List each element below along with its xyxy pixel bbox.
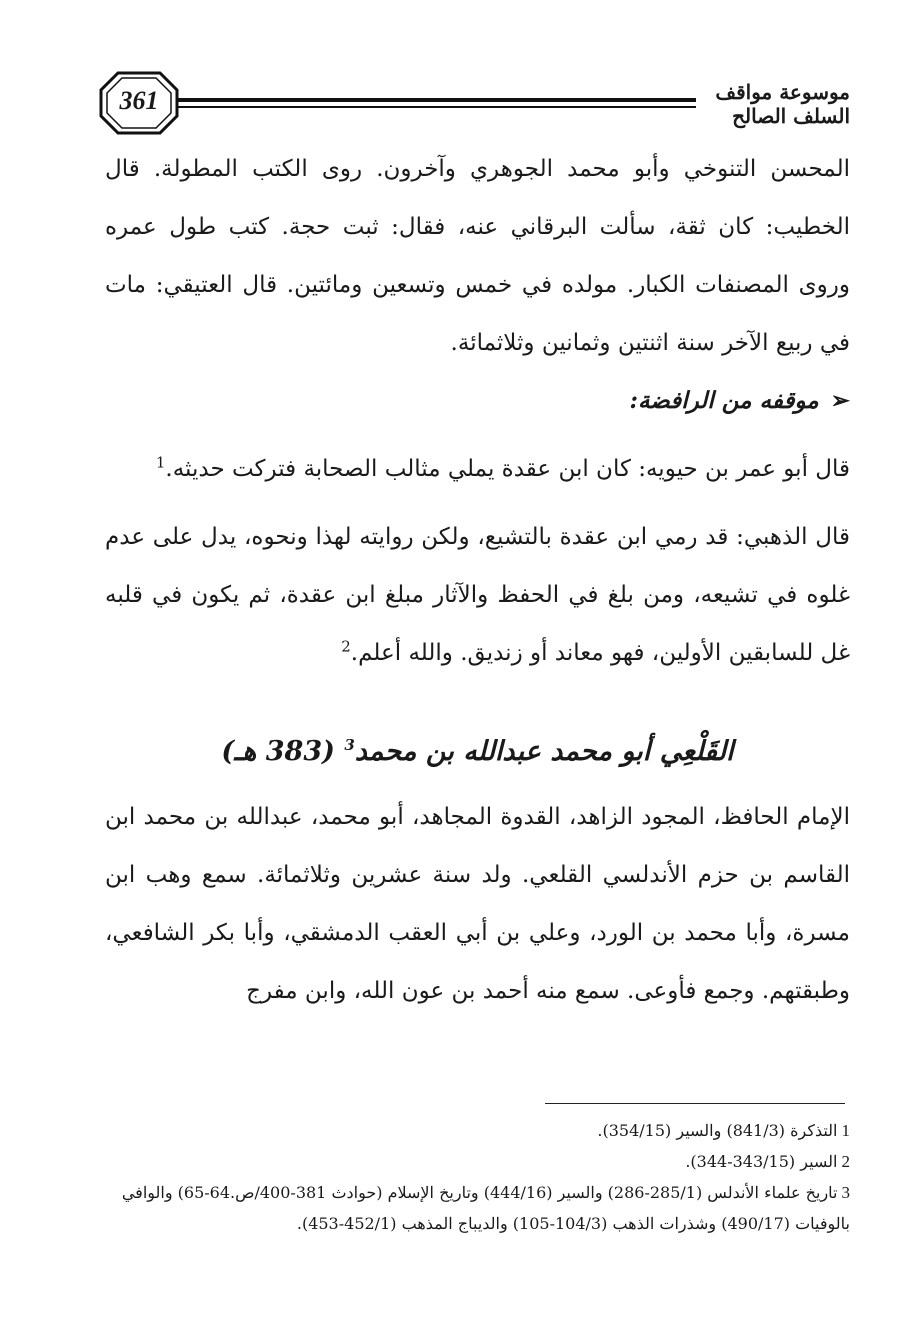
footnote-text: تاريخ علماء الأندلس (285/1-286) والسير (444/16) وتاريخ الإسلام (حوادث 381-400/ص.64-65) والوافي بالوفيات (490/17) وشذرات الذهب (104/3-105) والديباج المذهب (452/1-453). <box>121 1183 850 1233</box>
footnote-separator <box>545 1103 845 1104</box>
footnote <box>105 1177 850 1239</box>
footnote-text: السير (343/15-344). <box>685 1152 838 1171</box>
header-rule-thin <box>176 106 696 108</box>
section-title-date: (383 هـ) <box>221 736 335 767</box>
series-title: موسوعة مواقف السلف الصالح <box>715 80 850 128</box>
footnote <box>105 1146 850 1177</box>
main-text <box>105 140 850 1020</box>
quote-ibn-hayawayh <box>105 440 850 498</box>
subheading-stance <box>105 372 850 430</box>
footnote-number: 3 <box>841 1183 850 1202</box>
page-number: 361 <box>119 86 159 115</box>
footnote-ref[interactable]: 3 <box>344 736 355 754</box>
section-title <box>105 722 850 782</box>
quote-text: قال الذهبي: قد رمي ابن عقدة بالتشيع، ولكن روايته لهذا ونحوه، يدل على عدم غلوه في تشيعه، ومن بلغ في الحفظ والآثار مبلغ ابن عقدة، ثم يكون في قلبه غل للسابقين الأولين، فهو معاند أو زنديق. والله أعلم. <box>105 524 850 666</box>
quote-text: قال أبو عمر بن حيويه: كان ابن عقدة يملي مثالب الصحابة فتركت حديثه. <box>165 456 850 482</box>
footnote-number: 2 <box>841 1152 850 1171</box>
page-header <box>98 70 850 136</box>
arrow-bullet-icon: ➢ <box>830 387 850 414</box>
header-rule-thick <box>176 98 696 102</box>
footnote-text: التذكرة (841/3) والسير (354/15). <box>597 1121 838 1140</box>
subheading-text: موقفه من الرافضة: <box>629 387 819 414</box>
footnotes <box>105 1115 850 1239</box>
page-number-badge <box>98 70 180 136</box>
footnote <box>105 1115 850 1146</box>
section-title-name: القَلْعِي أبو محمد عبدالله بن محمد <box>354 736 734 767</box>
paragraph-qalai-biography: الإمام الحافظ، المجود الزاهد، القدوة المجاهد، أبو محمد، عبدالله بن محمد ابن القاسم بن حزم الأندلسي القلعي. ولد سنة عشرين وثلاثمائة. سمع وهب ابن مسرة، وأبا محمد بن الورد، وعلي بن أبي العقب الدمشقي، وأبا بكر الشافعي، وطبقتهم. وجمع فأوعى. سمع منه أحمد بن عون الله، وابن مفرج <box>105 804 850 1004</box>
footnote-ref[interactable]: 1 <box>155 453 166 472</box>
quote-dhahabi <box>105 508 850 682</box>
footnote-number: 1 <box>841 1121 850 1140</box>
paragraph-ibn-uqda-biography: المحسن التنوخي وأبو محمد الجوهري وآخرون. روى الكتب المطولة. قال الخطيب: كان ثقة، سألت البرقاني عنه، فقال: ثبت حجة. كتب طول عمره وروى المصنفات الكبار. مولده في خمس وتسعين ومائتين. قال العتيقي: مات في ربيع الآخر سنة اثنتين وثمانين وثلاثمائة. <box>105 156 850 356</box>
footnote-ref[interactable]: 2 <box>341 637 351 656</box>
